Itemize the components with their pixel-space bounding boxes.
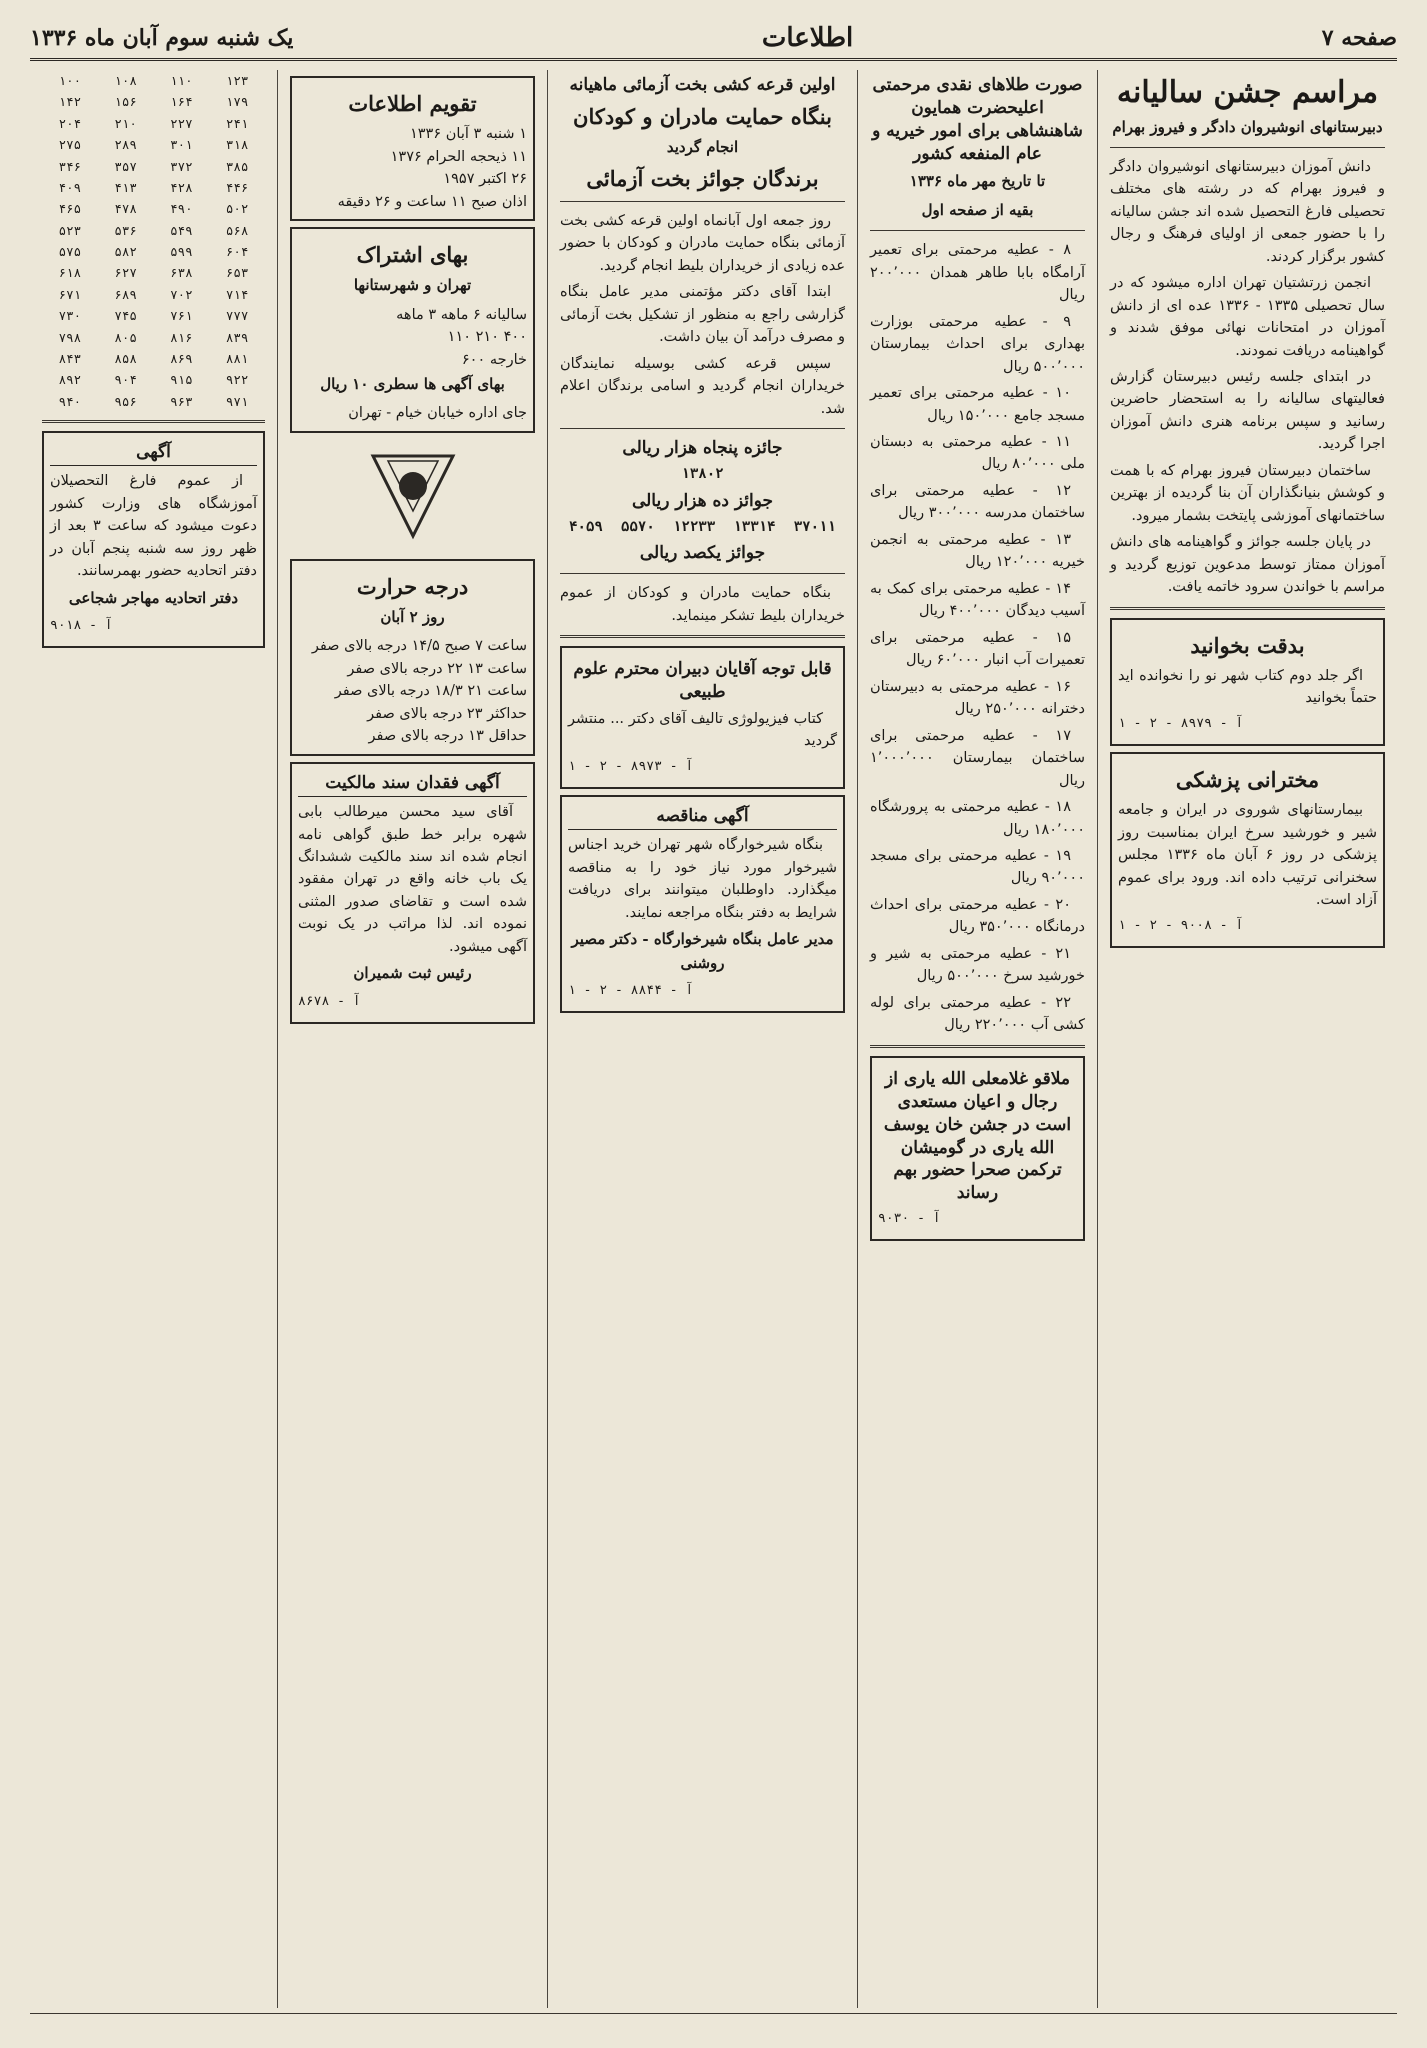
gift-item: ۸ - عطیه مرحمتی برای تعمیر آرامگاه بابا طاهر همدان ۲۰۰٬۰۰۰ ریال xyxy=(870,242,1085,304)
prize2-value: ۱۲۲۳۳ xyxy=(672,518,716,535)
table-cell: ۷۹۸ xyxy=(58,329,82,345)
column-royal-gifts xyxy=(857,70,1097,2008)
table-row xyxy=(42,156,265,177)
table-row xyxy=(42,91,265,112)
prize1-value: ۱۳۸۰۲ xyxy=(681,465,724,482)
table-cell: ۹۲۲ xyxy=(225,372,249,388)
divider xyxy=(560,635,845,638)
table-cell: ۶۲۷ xyxy=(114,265,137,281)
table-cell: ۹۵۶ xyxy=(114,393,137,409)
announcement-box xyxy=(870,1056,1085,1242)
divider xyxy=(560,573,845,574)
table-cell: ۶۱۸ xyxy=(58,265,82,281)
prize2-title: جوائز ده هزار ریالی xyxy=(631,490,774,511)
calendar-box xyxy=(290,76,535,221)
subscription-row: سالیانه ۶ ماهه ۳ ماهه xyxy=(396,306,527,323)
ceremony-subtitle: دبیرستانهای انوشیروان دادگر و فیروز بهرام xyxy=(1112,117,1383,136)
subscription-row: ۴۰۰ ۲۱۰ ۱۱۰ xyxy=(447,329,527,346)
book-notice-text: اگر جلد دوم کتاب شهر نو را نخوانده اید حتماً بخوانید xyxy=(1118,667,1377,707)
table-cell: ۷۴۵ xyxy=(114,308,137,324)
table-cell: ۱۶۴ xyxy=(170,94,193,110)
lottery-paragraph: سپس قرعه کشی بوسیله نمایندگان خریداران انجام گردید و اسامی برندگان اعلام شد. xyxy=(560,355,845,417)
book-notice-title: بدقت بخوانید xyxy=(1190,632,1305,658)
table-cell: ۲۲۷ xyxy=(170,115,193,131)
calendar-line: ۱ شنبه ۳ آبان ۱۳۳۶ xyxy=(409,126,527,143)
ceremony-paragraph: در پایان جلسه جوائز و گواهینامه های دانش آموزان ممتاز توسط مدعوین توزیع گردید و مراسم با خواندن سرود خاتمه یافت. xyxy=(1110,534,1385,596)
table-cell: ۲۴۱ xyxy=(225,115,249,131)
gift-item: ۱۰ - عطیه مرحمتی برای تعمیر مسجد جامع ۱۵۰٬۰۰۰ ریال xyxy=(870,385,1085,424)
ceremony-paragraph: در ابتدای جلسه رئیس دبیرستان گزارش فعالیتهای سالیانه را به استحضار حاضرین رسانید و سپس برنامه هنری دانش آموزان اجرا گردید. xyxy=(1110,368,1385,453)
temperature-line: ساعت ۱۳ ۲۲ درجه بالای صفر xyxy=(347,660,527,677)
table-cell: ۷۰۲ xyxy=(170,286,193,302)
medical-lecture-text: بیمارستانهای شوروی در ایران و جامعه شیر و خورشید سرخ ایران بمناسبت روز پزشکی در روز ۶ آبان ماه ۱۳۳۶ مجلس سخنرانی ترتیب داده اند. ورود برای عموم آزاد است. xyxy=(1118,802,1377,909)
teachers-ad-text: کتاب فیزیولوژی تالیف آقای دکتر ... منتشر گردید xyxy=(568,711,837,750)
table-row xyxy=(42,284,265,305)
divider xyxy=(870,230,1085,231)
teachers-ad-ref: آ - ۸۹۷۳ - ۲ - ۱ xyxy=(568,758,694,774)
table-row xyxy=(42,70,265,91)
lost-deed-ref: آ - ۸۶۷۸ xyxy=(298,993,361,1009)
table-cell: ۴۷۸ xyxy=(114,201,137,217)
table-cell: ۲۸۹ xyxy=(114,137,137,153)
gift-item: ۹ - عطیه مرحمتی بوزارت بهداری برای احداث بیمارستان ۵۰۰٬۰۰۰ ریال xyxy=(870,313,1085,375)
table-cell: ۱۷۹ xyxy=(225,94,249,110)
table-cell: ۴۰۹ xyxy=(58,179,82,195)
divider xyxy=(870,1045,1085,1048)
invitation-sign: دفتر اتحادیه مهاجر شجاعی xyxy=(68,588,239,607)
page-number: صفحه ۷ xyxy=(1321,25,1397,51)
gift-item: ۱۸ - عطیه مرحمتی به پرورشگاه ۱۸۰٬۰۰۰ ریال xyxy=(870,799,1085,838)
gift-item: ۱۶ - عطیه مرحمتی به دبیرستان دخترانه ۲۵۰٬۰۰۰ ریال xyxy=(870,678,1085,718)
divider xyxy=(560,428,845,429)
calendar-title: تقویم اطلاعات xyxy=(348,91,477,116)
tender-text: بنگاه شیرخوارگاه شهر تهران خرید اجناس شیرخوار مورد نیاز خود را به مناقصه میگذارد. داوطلبان میتوانند برای دریافت شرایط به دفتر بنگاه مراجعه نمایند. xyxy=(568,837,837,921)
column-ceremony xyxy=(1097,70,1397,2008)
medical-lecture-title: مخترانی پزشکی xyxy=(1175,767,1320,793)
subscription-title: بهای اشتراک xyxy=(356,242,469,268)
invitation-ad xyxy=(42,431,265,648)
table-cell: ۲۱۰ xyxy=(114,115,137,131)
tender-title: آگهی مناقصه xyxy=(568,803,837,830)
lottery-kicker: اولین قرعه کشی بخت آزمائی ماهیانه xyxy=(569,75,836,95)
table-cell: ۱۲۳ xyxy=(225,73,249,88)
divider xyxy=(1110,147,1385,148)
table-cell: ۱۱۰ xyxy=(170,73,193,88)
divider xyxy=(1110,607,1385,610)
lost-deed-title: آگهی فقدان سند مالکیت xyxy=(298,770,527,797)
table-row xyxy=(42,391,265,412)
table-cell: ۹۰۴ xyxy=(114,372,137,388)
table-row xyxy=(42,198,265,219)
table-cell: ۸۶۹ xyxy=(170,350,193,366)
table-row xyxy=(42,369,265,390)
invitation-text: از عموم فارغ التحصیلان آموزشگاه های وزارت کشور دعوت میشود که ساعت ۳ بعد از ظهر روز سه شنبه پنجم آبان در دفتر اتحادیه حضور بهمرسانند. xyxy=(50,473,257,580)
table-row xyxy=(42,177,265,198)
prize1-title: جائزه پنجاه هزار ریالی xyxy=(622,438,783,458)
gifts-continued: بقیه از صفحه اول xyxy=(921,201,1034,219)
table-cell: ۸۱۶ xyxy=(170,329,193,345)
table-cell: ۴۶۵ xyxy=(58,201,82,217)
lottery-paragraph: روز جمعه اول آبانماه اولین قرعه کشی بخت آزمائی بنگاه حمایت مادران و کودکان با حضور عده زیادی از خریداران بلیط انجام گردید. xyxy=(560,212,845,274)
gift-item: ۱۱ - عطیه مرحمتی به دبستان ملی ۸۰٬۰۰۰ ریال xyxy=(870,434,1085,473)
tender-ad xyxy=(560,795,845,1013)
prize2-value: ۳۷۰۱۱ xyxy=(793,518,836,535)
lost-deed-text: آقای سید محسن میرطالب بابی شهره برابر خط طبق گواهی نامه انجام شده اند سند مالکیت ششدانگ یک باب خانه واقع در تهران مفقود شده است و تقاضای صدور المثنی نموده اند. لذا مراتب در یک نوبت آگهی میشود. xyxy=(298,804,527,955)
table-cell: ۵۴۹ xyxy=(170,222,193,238)
table-cell: ۶۷۱ xyxy=(58,286,82,302)
prize2-value: ۴۰۵۹ xyxy=(569,518,603,535)
announcement-ref: آ - ۹۰۳۰ xyxy=(878,1211,941,1227)
columns xyxy=(30,70,1397,2008)
table-cell: ۵۹۹ xyxy=(170,244,193,259)
table-cell: ۴۱۳ xyxy=(114,179,137,195)
masthead xyxy=(30,18,1397,61)
lottery-done: انجام گردید xyxy=(666,138,739,157)
table-cell: ۵۷۵ xyxy=(58,244,82,259)
gift-item: ۱۲ - عطیه مرحمتی برای ساختمان مدرسه ۳۰۰٬۰۰۰ ریال xyxy=(870,482,1085,522)
prize-number-table xyxy=(42,70,265,412)
gift-item: ۲۰ - عطیه مرحمتی برای احداث درمانگاه ۳۵۰٬۰۰۰ ریال xyxy=(870,896,1085,936)
divider xyxy=(42,420,265,423)
temperature-box xyxy=(290,559,535,756)
table-cell: ۱۵۶ xyxy=(114,94,137,110)
table-cell: ۴۲۸ xyxy=(170,179,193,195)
table-cell: ۳۵۷ xyxy=(114,158,137,174)
table-cell: ۸۹۲ xyxy=(58,372,82,388)
prize3-title: جوائز یکصد ریالی xyxy=(639,543,766,564)
paper-name: اطلاعات xyxy=(761,23,854,53)
tender-ref: آ - ۸۸۴۴ - ۲ - ۱ xyxy=(568,982,694,998)
lost-deed-sign: رئیس ثبت شمیران xyxy=(353,964,472,983)
lottery-paragraph: ابتدا آقای دکتر مؤتمنی مدیر عامل بنگاه گزارشی راجع به منظور از تشکیل بخت آزمائی و مصرف درآمد آن بیان داشت. xyxy=(560,284,845,346)
gift-item: ۲۱ - عطیه مرحمتی به شیر و خورشید سرخ ۵۰۰٬۰۰۰ ریال xyxy=(870,945,1085,985)
temperature-line: ساعت ۲۱ ۱۸/۳ درجه بالای صفر xyxy=(334,683,527,700)
table-row xyxy=(42,348,265,369)
table-cell: ۹۷۱ xyxy=(225,393,249,409)
table-row xyxy=(42,305,265,326)
lottery-tail: بنگاه حمایت مادران و کودکان از عموم خریداران بلیط تشکر مینماید. xyxy=(560,585,845,624)
table-cell: ۸۴۳ xyxy=(58,350,82,366)
table-cell: ۹۴۰ xyxy=(58,393,82,409)
column-lottery xyxy=(547,70,857,2008)
gift-list xyxy=(870,239,1085,1036)
book-notice xyxy=(1110,618,1385,746)
table-row xyxy=(42,113,265,134)
table-cell: ۷۶۱ xyxy=(170,308,193,324)
calendar-line: ۱۱ ذیحجه الحرام ۱۳۷۶ xyxy=(390,148,527,165)
office-address: جای اداره خیابان خیام - تهران xyxy=(348,405,527,422)
table-cell: ۴۹۰ xyxy=(170,201,193,217)
prize2-value: ۵۵۷۰ xyxy=(621,518,655,535)
table-cell: ۲۷۵ xyxy=(58,137,82,153)
prize1-number xyxy=(560,464,845,486)
announcement-text: ملاقو غلامعلی الله یاری از رجال و اعیان مستعدی است در جشن خان یوسف الله یاری در گومیشان ترکمن صحرا حضور بهم رساند xyxy=(883,1068,1072,1204)
temperature-line: ساعت ۷ صبح ۱۴/۵ درجه بالای صفر xyxy=(311,638,527,655)
ceremony-paragraph: ساختمان دبیرستان فیروز بهرام که با همت و کوشش بنیانگذاران آن بنا گردیده از بهترین ساختمانهای آموزشی پایتخت بشمار میرود. xyxy=(1110,462,1385,524)
table-row xyxy=(42,327,265,348)
gift-item: ۱۷ - عطیه مرحمتی برای ساختمان بیمارستان ۱٬۰۰۰٬۰۰۰ ریال xyxy=(870,727,1085,789)
table-cell: ۵۰۲ xyxy=(225,201,249,217)
table-cell: ۲۰۴ xyxy=(58,115,82,131)
subscription-row: خارجه ۶۰۰ xyxy=(461,351,527,368)
prize2-numbers xyxy=(560,517,845,539)
table-cell: ۹۱۵ xyxy=(170,372,193,388)
gifts-title: صورت طلاهای نقدی مرحمتی اعلیحضرت همایون شاهنشاهی برای امور خیریه و عام المنفعه کشور xyxy=(872,75,1083,164)
ceremony-title: مراسم جشن سالیانه xyxy=(1116,75,1379,110)
invitation-title: آگهی xyxy=(50,439,257,466)
table-cell: ۵۶۸ xyxy=(225,222,249,238)
teachers-ad xyxy=(560,646,845,789)
gift-item: ۱۹ - عطیه مرحمتی برای مسجد ۹۰٬۰۰۰ ریال xyxy=(870,847,1085,887)
book-notice-ref: آ - ۸۹۷۹ - ۲ - ۱ xyxy=(1118,715,1244,731)
lottery-winners-title: برندگان جوائز بخت آزمائی xyxy=(586,166,819,192)
column-numbers xyxy=(30,70,277,2008)
ad-price: بهای آگهی ها سطری ۱۰ ریال xyxy=(320,375,505,394)
ceremony-paragraph: دانش آموزان دبیرستانهای انوشیروان دادگر و فیروز بهرام که در رشته های مختلف تحصیلی فارغ التحصیل شده اند جشن سالیانه را با حضور جمعی از اولیای فرهنگ و رجال کشور برگزار کردند. xyxy=(1110,158,1385,265)
table-cell: ۱۴۲ xyxy=(58,94,82,110)
tender-sign: مدیر عامل بنگاه شیرخوارگاه - دکتر مصیر روشنی xyxy=(571,930,834,972)
prize2-value: ۱۳۳۱۴ xyxy=(733,518,776,535)
table-cell: ۳۸۵ xyxy=(225,158,249,174)
gifts-subtitle: تا تاریخ مهر ماه ۱۳۳۶ xyxy=(909,171,1046,190)
medical-lecture-ref: آ - ۹۰۰۸ - ۲ - ۱ xyxy=(1118,917,1244,933)
table-cell: ۸۵۸ xyxy=(114,350,137,366)
temperature-day: روز ۲ آبان xyxy=(380,608,445,627)
teachers-ad-title: قابل توجه آقایان دبیران محترم علوم طبیعی xyxy=(573,659,832,703)
table-cell: ۷۳۰ xyxy=(58,308,82,324)
subscription-sub: تهران و شهرستانها xyxy=(353,276,472,295)
table-cell: ۸۰۵ xyxy=(114,329,137,345)
table-row xyxy=(42,262,265,283)
table-cell: ۱۰۰ xyxy=(58,73,82,88)
table-row xyxy=(42,220,265,241)
temperature-line: حداقل ۱۳ درجه بالای صفر xyxy=(368,728,527,745)
invitation-ref: آ - ۹۰۱۸ xyxy=(50,617,113,633)
table-cell: ۳۴۶ xyxy=(58,158,82,174)
calendar-line: اذان صبح ۱۱ ساعت و ۲۶ دقیقه xyxy=(337,193,527,210)
lottery-org: بنگاه حمایت مادران و کودکان xyxy=(573,103,832,129)
table-row xyxy=(42,134,265,155)
table-cell: ۷۷۷ xyxy=(225,308,249,324)
subscription-box xyxy=(290,227,535,433)
table-cell: ۷۱۴ xyxy=(225,286,249,302)
gift-item: ۲۲ - عطیه مرحمتی برای لوله کشی آب ۲۲۰٬۰۰۰ ریال xyxy=(870,994,1085,1034)
column-info xyxy=(277,70,547,2008)
temperature-title: درجه حرارت xyxy=(356,573,469,599)
lost-deed-ad xyxy=(290,762,535,1024)
table-cell: ۳۰۱ xyxy=(170,137,193,153)
gift-item: ۱۳ - عطیه مرحمتی به انجمن خیریه ۱۲۰٬۰۰۰ ریال xyxy=(870,531,1085,571)
calendar-line: ۲۶ اکتبر ۱۹۵۷ xyxy=(443,171,527,188)
medical-lecture-ad xyxy=(1110,752,1385,948)
table-cell: ۵۳۶ xyxy=(114,222,137,238)
table-cell: ۳۱۸ xyxy=(225,137,249,153)
table-cell: ۶۳۸ xyxy=(170,265,193,281)
table-cell: ۹۶۳ xyxy=(170,393,193,409)
lion-emblem-icon xyxy=(353,441,473,551)
table-cell: ۵۲۳ xyxy=(58,222,82,238)
gift-item: ۱۵ - عطیه مرحمتی برای تعمیرات آب انبار ۶۰٬۰۰۰ ریال xyxy=(870,629,1085,669)
gift-item: ۱۴ - عطیه مرحمتی برای کمک به آسیب دیدگان ۴۰۰٬۰۰۰ ریال xyxy=(870,580,1085,620)
table-cell: ۴۴۶ xyxy=(225,179,249,195)
table-cell: ۸۳۹ xyxy=(225,329,249,345)
ceremony-paragraph: انجمن زرتشتیان تهران اداره میشود که در سال تحصیلی ۱۳۳۵ - ۱۳۳۶ عده ای از دانش آموزان در امتحانات نهائی موفق شدند و گواهینامه دریافت نمودند. xyxy=(1110,275,1385,359)
table-cell: ۶۵۳ xyxy=(225,265,249,281)
table-cell: ۸۸۱ xyxy=(225,350,249,366)
table-cell: ۱۰۸ xyxy=(114,73,137,88)
table-cell: ۵۸۲ xyxy=(114,244,137,259)
table-cell: ۳۷۲ xyxy=(170,158,193,174)
temperature-line: حداکثر ۲۳ درجه بالای صفر xyxy=(367,705,527,722)
divider xyxy=(560,201,845,202)
page-footer-rule xyxy=(30,2013,1397,2038)
table-cell: ۶۰۴ xyxy=(225,244,249,259)
table-row xyxy=(42,241,265,262)
table-cell: ۶۸۹ xyxy=(114,286,137,302)
issue-date: یک شنبه سوم آبان ماه ۱۳۳۶ xyxy=(30,25,294,51)
